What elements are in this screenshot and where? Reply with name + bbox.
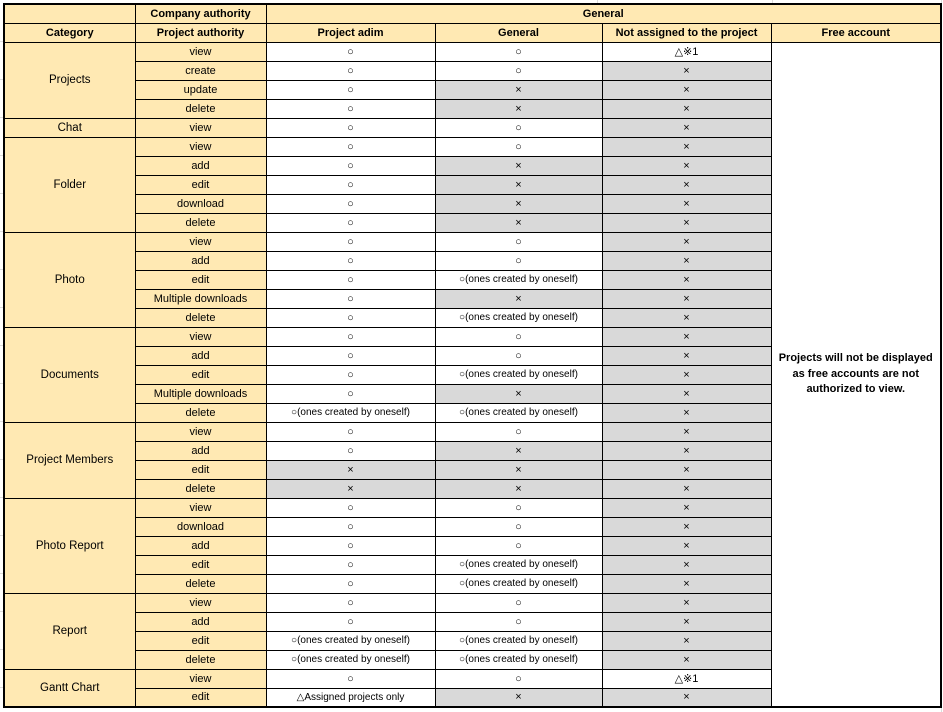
corner-cell[interactable] [4, 4, 135, 23]
header-row-authority [4, 4, 941, 23]
permission-cell[interactable]: × [602, 460, 771, 479]
category-header[interactable]: Category [4, 23, 135, 42]
action-cell[interactable]: edit [135, 270, 266, 289]
permission-cell[interactable]: × [602, 422, 771, 441]
permission-cell[interactable]: ○(ones created by oneself) [435, 270, 602, 289]
category-cell[interactable]: Project Members [4, 422, 135, 498]
action-cell[interactable]: download [135, 194, 266, 213]
permission-cell[interactable]: ○(ones created by oneself) [435, 403, 602, 422]
permission-cell[interactable]: × [602, 479, 771, 498]
permission-cell[interactable]: ○ [266, 61, 435, 80]
permission-cell[interactable]: ○ [266, 270, 435, 289]
permission-cell[interactable]: ○ [266, 118, 435, 137]
permission-cell[interactable]: ○ [435, 593, 602, 612]
action-cell[interactable]: add [135, 251, 266, 270]
action-cell[interactable]: add [135, 346, 266, 365]
permission-cell[interactable]: × [602, 308, 771, 327]
permission-cell[interactable]: ○ [435, 536, 602, 555]
permission-cell[interactable]: × [602, 574, 771, 593]
permission-cell[interactable]: ○ [266, 422, 435, 441]
permission-cell[interactable]: × [602, 156, 771, 175]
permission-cell[interactable]: × [602, 213, 771, 232]
company-authority-header[interactable]: Company authority [135, 4, 266, 23]
action-cell[interactable]: edit [135, 175, 266, 194]
header-row-columns [4, 23, 941, 42]
permission-cell[interactable]: ○ [266, 213, 435, 232]
col-header-general[interactable]: General [435, 23, 602, 42]
permission-cell[interactable]: × [435, 213, 602, 232]
permission-cell[interactable]: × [602, 346, 771, 365]
permission-cell[interactable]: ○ [266, 498, 435, 517]
permission-cell[interactable]: × [435, 99, 602, 118]
permission-cell[interactable]: ○ [266, 517, 435, 536]
permission-cell[interactable]: ○ [266, 441, 435, 460]
action-cell[interactable]: add [135, 156, 266, 175]
permission-cell[interactable]: ○ [266, 232, 435, 251]
permission-cell[interactable]: × [602, 555, 771, 574]
category-cell[interactable]: Projects [4, 42, 135, 118]
permission-cell[interactable]: ○ [435, 61, 602, 80]
permission-cell[interactable]: × [602, 517, 771, 536]
permission-cell[interactable]: × [602, 498, 771, 517]
action-cell[interactable]: view [135, 669, 266, 688]
permission-cell[interactable]: × [435, 479, 602, 498]
action-cell[interactable]: delete [135, 99, 266, 118]
permission-cell[interactable]: ○ [435, 612, 602, 631]
permission-cell[interactable]: × [266, 479, 435, 498]
permission-cell[interactable]: ○ [266, 99, 435, 118]
action-cell[interactable]: update [135, 80, 266, 99]
permission-cell[interactable]: ○ [435, 42, 602, 61]
permission-cell[interactable]: ○ [435, 498, 602, 517]
action-cell[interactable]: create [135, 61, 266, 80]
permission-cell[interactable]: △※1 [602, 42, 771, 61]
permission-cell[interactable]: ○(ones created by oneself) [435, 365, 602, 384]
action-cell[interactable]: delete [135, 479, 266, 498]
permission-cell[interactable]: × [602, 403, 771, 422]
action-cell[interactable]: view [135, 118, 266, 137]
action-cell[interactable]: edit [135, 460, 266, 479]
permission-cell[interactable]: × [435, 194, 602, 213]
action-cell[interactable]: delete [135, 308, 266, 327]
permission-cell[interactable]: ○(ones created by oneself) [266, 403, 435, 422]
category-cell[interactable]: Folder [4, 137, 135, 232]
permission-cell[interactable]: × [435, 156, 602, 175]
permission-cell[interactable]: × [435, 384, 602, 403]
permission-cell[interactable]: ○ [435, 327, 602, 346]
permission-cell[interactable]: ○ [435, 517, 602, 536]
action-cell[interactable]: view [135, 422, 266, 441]
permission-cell[interactable]: × [602, 536, 771, 555]
permission-cell[interactable]: × [266, 460, 435, 479]
permission-cell[interactable]: ○ [266, 194, 435, 213]
permission-cell[interactable]: ○(ones created by oneself) [435, 574, 602, 593]
permission-cell[interactable]: ○ [266, 42, 435, 61]
permission-cell[interactable]: × [602, 232, 771, 251]
permission-cell[interactable]: × [602, 593, 771, 612]
permission-cell[interactable]: × [435, 688, 602, 707]
permission-cell[interactable]: ○ [435, 251, 602, 270]
action-cell[interactable]: view [135, 327, 266, 346]
action-cell[interactable]: add [135, 536, 266, 555]
permission-cell[interactable]: × [602, 365, 771, 384]
permission-cell[interactable]: × [602, 137, 771, 156]
action-cell[interactable]: edit [135, 365, 266, 384]
category-cell[interactable]: Gantt Chart [4, 669, 135, 707]
permission-cell[interactable]: ○ [435, 118, 602, 137]
permission-cell[interactable]: × [602, 270, 771, 289]
permission-cell[interactable]: △Assigned projects only [266, 688, 435, 707]
permission-cell[interactable]: ○ [266, 574, 435, 593]
permission-cell[interactable]: × [435, 289, 602, 308]
action-cell[interactable]: view [135, 232, 266, 251]
action-cell[interactable]: view [135, 42, 266, 61]
permission-cell[interactable]: ○ [266, 308, 435, 327]
category-cell[interactable]: Documents [4, 327, 135, 422]
action-cell[interactable]: edit [135, 555, 266, 574]
permission-cell[interactable]: × [602, 441, 771, 460]
action-cell[interactable]: edit [135, 688, 266, 707]
permission-cell[interactable]: ○ [266, 156, 435, 175]
permission-cell[interactable]: ○(ones created by oneself) [435, 308, 602, 327]
permission-cell[interactable]: × [602, 612, 771, 631]
permission-cell[interactable]: ○ [266, 137, 435, 156]
permission-cell[interactable]: ○ [266, 365, 435, 384]
permission-cell[interactable]: × [602, 289, 771, 308]
permission-cell[interactable]: ○ [266, 289, 435, 308]
action-cell[interactable]: view [135, 593, 266, 612]
col-header-free-account[interactable]: Free account [771, 23, 941, 42]
permission-cell[interactable]: ○ [266, 593, 435, 612]
action-cell[interactable]: delete [135, 213, 266, 232]
permission-cell[interactable]: ○ [266, 612, 435, 631]
permission-cell[interactable]: ○ [266, 175, 435, 194]
permission-cell[interactable]: ○ [266, 346, 435, 365]
general-group-header[interactable]: General [266, 4, 941, 23]
permission-cell[interactable]: ○ [266, 536, 435, 555]
action-cell[interactable]: edit [135, 631, 266, 650]
free-account-note: Projects will not be displayed as free accounts are not authorized to view. [778, 352, 933, 395]
permission-cell[interactable]: ○ [266, 251, 435, 270]
permission-cell[interactable]: × [602, 61, 771, 80]
permission-cell[interactable]: ○ [435, 346, 602, 365]
permission-cell[interactable]: ○(ones created by oneself) [435, 631, 602, 650]
permission-cell[interactable]: ○ [266, 80, 435, 99]
permission-cell[interactable]: × [602, 194, 771, 213]
permission-cell[interactable]: ○ [435, 232, 602, 251]
permission-cell[interactable]: × [602, 99, 771, 118]
category-cell[interactable]: Report [4, 593, 135, 669]
permission-cell[interactable]: ○ [435, 669, 602, 688]
action-cell[interactable]: view [135, 498, 266, 517]
col-header-not-assigned[interactable]: Not assigned to the project [602, 23, 771, 42]
permission-cell[interactable]: ○(ones created by oneself) [435, 555, 602, 574]
permission-cell[interactable]: × [602, 118, 771, 137]
action-cell[interactable]: Multiple downloads [135, 289, 266, 308]
action-cell[interactable]: Multiple downloads [135, 384, 266, 403]
permission-cell[interactable]: ○(ones created by oneself) [266, 631, 435, 650]
permission-cell[interactable]: ○ [266, 555, 435, 574]
action-cell[interactable]: download [135, 517, 266, 536]
action-cell[interactable]: delete [135, 403, 266, 422]
permission-cell[interactable]: ○(ones created by oneself) [266, 650, 435, 669]
permission-cell[interactable]: × [602, 175, 771, 194]
category-cell[interactable]: Chat [4, 118, 135, 137]
free-account-note-cell[interactable] [771, 42, 941, 707]
permission-cell[interactable]: × [435, 460, 602, 479]
permission-cell[interactable]: △※1 [602, 669, 771, 688]
action-cell[interactable]: view [135, 137, 266, 156]
permission-cell[interactable]: × [435, 441, 602, 460]
category-cell[interactable]: Photo [4, 232, 135, 327]
permission-cell[interactable]: × [602, 80, 771, 99]
permission-cell[interactable]: ○ [266, 669, 435, 688]
permission-cell[interactable]: ○ [435, 422, 602, 441]
permission-cell[interactable]: × [602, 650, 771, 669]
permission-cell[interactable]: × [602, 251, 771, 270]
permission-cell[interactable]: × [435, 175, 602, 194]
permission-cell[interactable]: ○ [266, 327, 435, 346]
permission-cell[interactable]: × [602, 688, 771, 707]
permission-cell[interactable]: × [602, 384, 771, 403]
category-cell[interactable]: Photo Report [4, 498, 135, 593]
action-cell[interactable]: add [135, 612, 266, 631]
table-row [4, 42, 941, 61]
permission-cell[interactable]: × [435, 80, 602, 99]
permission-cell[interactable]: ○ [435, 137, 602, 156]
col-header-project-adim[interactable]: Project adim [266, 23, 435, 42]
permission-cell[interactable]: ○ [266, 384, 435, 403]
action-cell[interactable]: add [135, 441, 266, 460]
permission-cell[interactable]: ○(ones created by oneself) [435, 650, 602, 669]
permission-matrix-table [3, 3, 942, 708]
project-authority-header[interactable]: Project authority [135, 23, 266, 42]
permission-cell[interactable]: × [602, 327, 771, 346]
action-cell[interactable]: delete [135, 574, 266, 593]
action-cell[interactable]: delete [135, 650, 266, 669]
permission-cell[interactable]: × [602, 631, 771, 650]
